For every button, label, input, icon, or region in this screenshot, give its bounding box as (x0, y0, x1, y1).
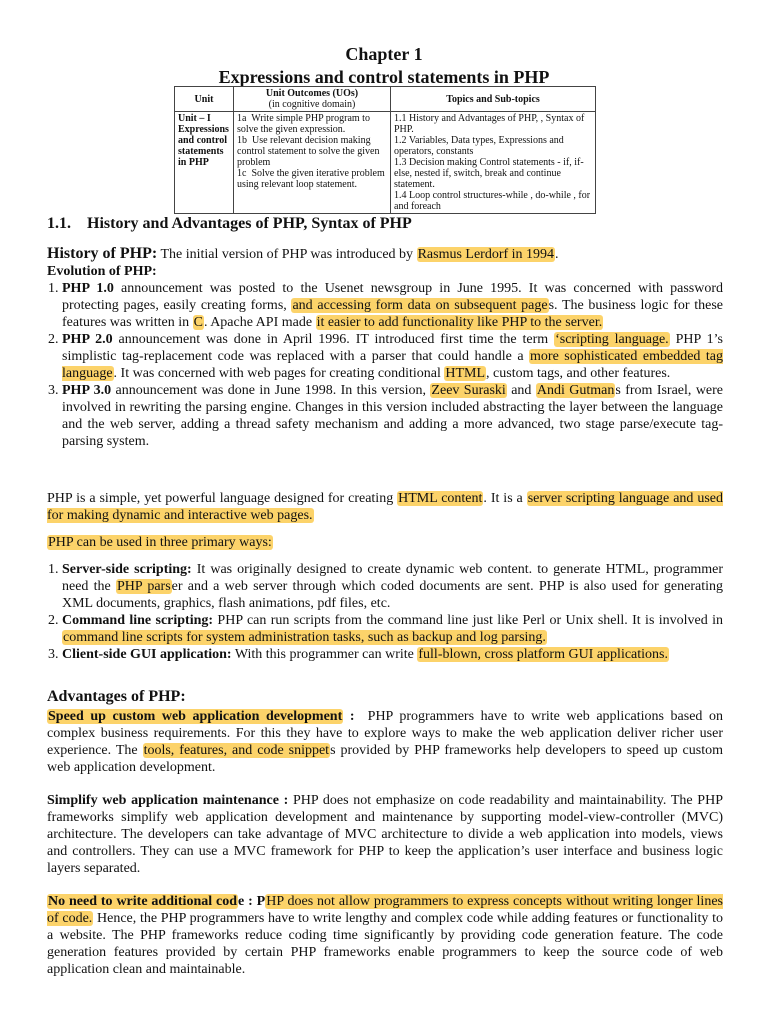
list-item: 1. PHP 1.0 announcement was posted to the Usenet newsgroup in June 1995. It was concerned with password protecting pages, easily creating forms, and accessing form data on subsequent pages. The business logic for these features was written in C. Apache API made it easier to add functionality like PHP to the server. (62, 280, 723, 331)
list-item: 3. PHP 3.0 announcement was done in June 1998. In this version, Zeev Suraski and Andi Gutmans from Israel, were involved in rewriting the parsing engine. Changes in this version included abstracting the layer between the language and the web server, adding a thread safety mechanism and adding a more advanced, two stage parse/execute tag-parsing system. (62, 382, 723, 450)
advantage-no-additional-code: No need to write additional code : PHP does not allow programmers to express concepts without writing longer lines of code. Hence, the PHP programmers have to write lengthy and complex code while adding features or functionality to a website. The PHP frameworks reduce coding time significantly by providing code generation feature. The code generation features provided by certain PHP frameworks enable programmers to keep the source code of web application clean and maintainable. (47, 894, 723, 977)
outcome-item: 1a Write simple PHP program to solve the given expression. (237, 113, 370, 135)
history-heading: History of PHP: (47, 245, 158, 262)
advantages-heading: Advantages of PHP: (47, 688, 186, 705)
outcome-item: 1b Use relevant decision making control statement to solve the given problem (237, 135, 380, 168)
topic-item: 1.2 Variables, Data types, Expressions and operators, constants (394, 135, 564, 157)
header-topics: Topics and Sub-topics (391, 87, 596, 112)
evolution-heading: Evolution of PHP: (47, 264, 157, 279)
list-item: 2. PHP 2.0 announcement was done in April 1996. IT introduced first time the term ‘scripting language. PHP 1’s simplistic tag-replacement code was replaced with a parser that could handle a more sophisticated embedded tag language. It was concerned with web pages for creating conditional HTML, custom tags, and other features. (62, 331, 723, 382)
ways-heading: PHP can be used in three primary ways: (48, 535, 272, 550)
header-outcomes (234, 87, 391, 112)
advantage-maintenance: Simplify web application maintenance : PHP does not emphasize on code readability and maintainability. The PHP frameworks simplify web application development and maintenance by supporting model-view-controller (MVC) architecture. The developers can take advantage of MVC architecture to divide a web application into models, views and controllers. They can use a MVC framework for PHP to keep the application’s user interface and business logic layers separated. (47, 793, 723, 876)
table-header-row (175, 87, 596, 112)
intro-paragraph: PHP is a simple, yet powerful language designed for creating HTML content. It is a server scripting language and used for making dynamic and interactive web pages. (47, 491, 723, 523)
unit-outcomes-table (174, 86, 596, 214)
outcomes-cell (234, 112, 391, 214)
chapter-label: Chapter 1 (345, 44, 423, 64)
outcome-item: 1c Solve the given iterative problem using relevant loop statement. (237, 168, 385, 190)
topic-item: 1.4 Loop control structures-while , do-while , for and foreach (394, 190, 591, 212)
advantage-speed: Speed up custom web application development : PHP programmers have to write web applications based on complex business requirements. For this they have to explore ways to make the web application deliver richer user experience. The tools, features, and code snippets provided by PHP frameworks help developers to speed up custom web application development. (47, 709, 727, 775)
header-outcomes-label: Unit Outcomes (UOs) (265, 88, 359, 99)
highlight: Rasmus Lerdorf in 1994 (417, 247, 555, 262)
topics-cell (391, 112, 596, 214)
list-item: 2. Command line scripting: PHP can run scripts from the command line just like Perl or Unix shell. It is involved in command line scripts for system administration tasks, such as backup and log parsing. (62, 612, 723, 646)
header-outcomes-sub: (in cognitive domain) (268, 99, 356, 110)
chapter-title: Expressions and control statements in PHP (218, 67, 550, 87)
evolution-list (47, 280, 723, 450)
ways-list (47, 561, 723, 663)
list-item: 3. Client-side GUI application: With this programmer can write full-blown, cross platform GUI applications. (62, 646, 723, 663)
unit-label-cell: Unit – I Expressions and control statements in PHP (175, 112, 234, 214)
topic-item: 1.1 History and Advantages of PHP, , Syntax of PHP. (394, 113, 585, 135)
topic-item: 1.3 Decision making Control statements - if, if-else, nested if, switch, break and continue statement. (394, 157, 584, 190)
list-item: 1. Server-side scripting: It was originally designed to create dynamic web content. to generate HTML, programmer need the PHP parser and a web server through which coded documents are sent. PHP is also used for generating XML documents, graphics, flash animations, pdf files, etc. (62, 561, 723, 612)
table-row (175, 112, 596, 214)
header-unit: Unit (175, 87, 234, 112)
history-paragraph: History of PHP: The initial version of PHP was introduced by Rasmus Lerdorf in 1994. (47, 245, 559, 262)
section-heading: 1.1. History and Advantages of PHP, Syntax of PHP (47, 215, 412, 232)
